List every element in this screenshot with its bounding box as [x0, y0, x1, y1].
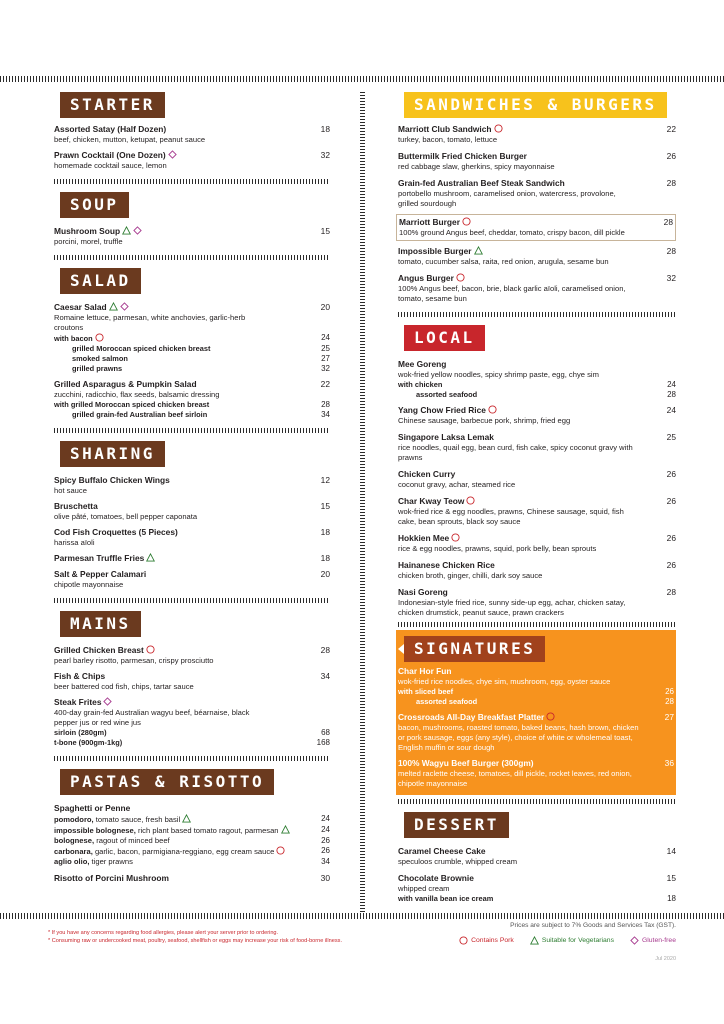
item-price: 26 — [666, 560, 676, 570]
pork-icon — [546, 712, 555, 721]
pasta-desc: garlic, bacon, parmigiana-reggiano, egg cream sauce — [92, 847, 275, 856]
menu-item — [398, 533, 676, 554]
option-row — [54, 410, 330, 420]
menu-item — [54, 379, 330, 420]
section-title: MAINS — [60, 611, 141, 637]
option-label: grilled prawns — [72, 364, 123, 373]
item-price: 28 — [666, 587, 676, 597]
option-label: with bacon — [54, 334, 93, 343]
option-label: with grilled Moroccan spiced chicken breast — [54, 400, 210, 409]
option-row — [54, 364, 330, 374]
item-price: 20 — [320, 569, 330, 579]
item-desc: porcini, morel, truffle — [54, 237, 123, 246]
gluten-free-icon — [168, 150, 177, 159]
pork-icon — [456, 273, 465, 282]
menu-item — [398, 432, 676, 463]
item-name: Buttermilk Fried Chicken Burger — [398, 151, 527, 161]
item-price: 26 — [666, 496, 676, 506]
section-divider — [54, 428, 330, 433]
option-row — [54, 344, 330, 354]
menu-item — [398, 873, 676, 904]
column-divider — [360, 92, 365, 912]
item-desc: wok-fried rice & egg noodles, prawns, Chinese sausage, squid, fish cake, bean sprouts, black soy sauce — [398, 507, 624, 526]
menu-item — [54, 226, 330, 247]
item-price: 18 — [320, 124, 330, 134]
item-price: 18 — [320, 527, 330, 537]
vegetarian-icon — [182, 814, 191, 823]
item-name: Hainanese Chicken Rice — [398, 560, 495, 570]
item-price: 28 — [663, 217, 673, 227]
item-price: 27 — [664, 712, 674, 722]
item-price: 25 — [666, 432, 676, 442]
option-label: t-bone (900gm-1kg) — [54, 738, 123, 747]
pasta-row — [54, 814, 330, 825]
option-label: with vanilla bean ice cream — [398, 894, 494, 903]
option-price: 34 — [321, 410, 330, 419]
right-column — [398, 92, 676, 904]
option-row — [398, 687, 674, 697]
option-row — [398, 380, 676, 390]
option-row — [54, 400, 330, 410]
item-name: Cod Fish Croquettes (5 Pieces) — [54, 527, 178, 537]
section-sharing — [54, 441, 330, 590]
menu-item — [398, 712, 674, 753]
item-desc: hot sauce — [54, 486, 87, 495]
pork-icon — [95, 333, 104, 342]
option-price: 28 — [321, 400, 330, 409]
pasta-desc: tomato sauce, fresh basil — [93, 815, 181, 824]
item-price: 24 — [666, 405, 676, 415]
item-desc: Indonesian-style fried rice, sunny side-up egg, achar, chicken satay, chicken drumstick, peanut sauce, prawn crackers — [398, 598, 626, 617]
menu-item — [398, 405, 676, 426]
item-name: Crossroads All-Day Breakfast Platter — [398, 712, 545, 722]
item-desc: melted raclette cheese, tomatoes, dill pickle, rocket leaves, red onion, chipotle mayonnaise — [398, 769, 632, 788]
pasta-row — [54, 836, 330, 846]
item-name: Caramel Cheese Cake — [398, 846, 486, 856]
left-column — [54, 92, 330, 884]
vegetarian-icon — [122, 226, 131, 235]
option-label: with chicken — [398, 380, 443, 389]
option-price: 26 — [665, 687, 674, 696]
option-price: 168 — [316, 738, 330, 747]
item-price: 22 — [320, 379, 330, 389]
pasta-name: pomodoro, — [54, 815, 94, 824]
vegetarian-icon — [474, 246, 483, 255]
item-price: 18 — [320, 553, 330, 563]
section-divider — [398, 799, 676, 804]
pasta-row — [54, 857, 330, 867]
menu-item — [398, 496, 676, 527]
menu-item — [54, 697, 330, 748]
item-desc: wok-fried rice noodles, chye sim, mushroom, egg, oyster sauce — [398, 677, 611, 686]
option-row — [398, 894, 676, 904]
item-desc: rice & egg noodles, prawns, squid, pork belly, bean sprouts — [398, 544, 597, 553]
menu-item — [54, 501, 330, 522]
section-title: SANDWICHES & BURGERS — [404, 92, 667, 118]
top-stripe — [0, 76, 724, 82]
pasta-name: impossible bolognese, — [54, 826, 136, 835]
item-name: Spaghetti or Penne — [54, 803, 131, 813]
item-name: Grain-fed Australian Beef Steak Sandwich — [398, 178, 565, 188]
menu-item — [398, 846, 676, 867]
section-divider — [54, 756, 330, 761]
item-name: Yang Chow Fried Rice — [398, 405, 486, 415]
item-name: Impossible Burger — [398, 246, 472, 256]
section-divider — [54, 598, 330, 603]
item-name: Char Hor Fun — [398, 666, 452, 676]
menu-item — [54, 527, 330, 548]
item-desc: bacon, mushrooms, roasted tomato, baked beans, hash brown, chicken or pork sausage, eggs (any style), choice of white or wholemeal toast, English muffin or sour dough — [398, 723, 639, 752]
section-divider — [398, 622, 676, 627]
section-dessert — [398, 812, 676, 904]
option-price: 27 — [321, 354, 330, 363]
vegetarian-icon — [281, 825, 290, 834]
legend-pork — [457, 936, 514, 945]
item-price: 14 — [666, 846, 676, 856]
vegetarian-icon — [146, 553, 155, 562]
item-name: Angus Burger — [398, 273, 454, 283]
item-name: Fish & Chips — [54, 671, 106, 681]
pasta-name: aglio olio, — [54, 857, 90, 866]
item-desc: pearl barley risotto, parmesan, crispy prosciutto — [54, 656, 214, 665]
pasta-row — [54, 846, 330, 857]
option-row — [54, 728, 330, 738]
gluten-free-icon — [103, 697, 112, 706]
item-desc: homemade cocktail sauce, lemon — [54, 161, 167, 170]
option-price: 24 — [321, 333, 330, 342]
section-signatures — [396, 630, 676, 795]
section-title: DESSERT — [404, 812, 509, 838]
item-desc: rice noodles, quail egg, bean curd, fish cake, spicy coconut gravy with prawns — [398, 443, 633, 462]
item-name: Grilled Asparagus & Pumpkin Salad — [54, 379, 197, 389]
section-starter — [54, 92, 330, 171]
item-price: 26 — [666, 151, 676, 161]
menu-item — [398, 124, 676, 145]
section-title: PASTAS & RISOTTO — [60, 769, 274, 795]
bottom-stripe — [0, 913, 724, 919]
gluten-free-icon — [120, 302, 129, 311]
item-name: 100% Wagyu Beef Burger (300gm) — [398, 758, 534, 768]
menu-item — [398, 151, 676, 172]
item-desc: chicken broth, ginger, chilli, dark soy sauce — [398, 571, 543, 580]
pork-icon — [488, 405, 497, 414]
option-price: 28 — [667, 390, 676, 399]
vegetarian-icon — [530, 936, 539, 945]
option-price: 32 — [321, 364, 330, 373]
item-desc: Romaine lettuce, parmesan, white anchovies, garlic-herb croutons — [54, 313, 246, 332]
menu-item — [398, 246, 676, 267]
item-name: Parmesan Truffle Fries — [54, 553, 145, 563]
item-name: Grilled Chicken Breast — [54, 645, 144, 655]
legend-gluten-free — [628, 936, 676, 945]
item-desc: harissa aïoli — [54, 538, 95, 547]
menu-item-highlighted — [396, 214, 676, 241]
item-name: Hokkien Mee — [398, 533, 450, 543]
item-name: Chicken Curry — [398, 469, 456, 479]
section-title: LOCAL — [404, 325, 485, 351]
item-price: 32 — [666, 273, 676, 283]
menu-item — [54, 475, 330, 496]
option-row — [54, 738, 330, 748]
option-row — [398, 390, 676, 400]
pork-icon — [459, 936, 468, 945]
item-name: Assorted Satay (Half Dozen) — [54, 124, 167, 134]
gluten-free-icon — [133, 226, 142, 235]
item-name: Salt & Pepper Calamari — [54, 569, 147, 579]
section-title: SIGNATURES — [404, 636, 545, 662]
option-label: assorted seafood — [416, 697, 478, 706]
section-divider — [54, 179, 330, 184]
menu-item — [398, 560, 676, 581]
menu-item — [54, 553, 330, 564]
pork-icon — [466, 496, 475, 505]
section-sandwiches — [398, 92, 676, 304]
menu-item — [54, 873, 330, 884]
menu-item — [54, 569, 330, 590]
raw-food-note: * Consuming raw or undercooked meat, poultry, seafood, shellfish or eggs may increase your risk of food-borne illness. — [48, 938, 343, 944]
option-row — [398, 697, 674, 707]
gst-note: Prices are subject to 7% Goods and Services Tax (GST). — [510, 922, 676, 929]
item-price: 26 — [321, 846, 330, 855]
section-divider — [54, 255, 330, 260]
item-price: 26 — [666, 533, 676, 543]
item-price: 30 — [320, 873, 330, 883]
menu-item — [54, 645, 330, 666]
gluten-free-icon — [630, 936, 639, 945]
item-name: Caesar Salad — [54, 302, 107, 312]
pasta-desc: rich plant based tomato ragout, parmesan — [135, 826, 279, 835]
option-row — [54, 354, 330, 364]
item-price: 26 — [666, 469, 676, 479]
section-title: SALAD — [60, 268, 141, 294]
menu-item — [398, 469, 676, 490]
option-label: assorted seafood — [416, 390, 478, 399]
item-price: 24 — [321, 814, 330, 823]
item-price: 24 — [321, 825, 330, 834]
pork-icon — [146, 645, 155, 654]
item-name: Mee Goreng — [398, 359, 447, 369]
section-divider — [398, 312, 676, 317]
item-name: Chocolate Brownie — [398, 873, 474, 883]
section-local — [398, 325, 676, 618]
item-name: Spicy Buffalo Chicken Wings — [54, 475, 170, 485]
pork-icon — [462, 217, 471, 226]
item-price: 15 — [320, 501, 330, 511]
item-name: Bruschetta — [54, 501, 98, 511]
item-name: Nasi Goreng — [398, 587, 448, 597]
item-name: Marriott Club Sandwich — [398, 124, 492, 134]
legend-label: Suitable for Vegetarians — [541, 937, 614, 944]
menu-item — [54, 124, 330, 145]
legend-vegetarian — [528, 936, 614, 945]
item-desc: chipotle mayonnaise — [54, 580, 124, 589]
item-desc: tomato, cucumber salsa, raita, red onion, arugula, sesame bun — [398, 257, 609, 266]
pasta-name: carbonara, — [54, 847, 93, 856]
vegetarian-icon — [109, 302, 118, 311]
item-desc: whipped cream — [398, 884, 450, 893]
option-label: with sliced beef — [398, 687, 454, 696]
menu-item — [398, 666, 674, 707]
item-price: 15 — [666, 873, 676, 883]
item-name: Steak Frites — [54, 697, 102, 707]
menu-item — [398, 178, 676, 209]
section-pastas — [54, 769, 330, 884]
item-desc: 100% Angus beef, bacon, brie, black garlic aïoli, caramelised onion, tomato, sesame bun — [398, 284, 626, 303]
option-price: 24 — [667, 380, 676, 389]
pasta-desc: tiger prawns — [89, 857, 133, 866]
option-label: smoked salmon — [72, 354, 128, 363]
item-desc: olive pâté, tomatoes, bell pepper caponata — [54, 512, 198, 521]
section-title: SHARING — [60, 441, 165, 467]
date-stamp: Jul 2020 — [655, 956, 676, 962]
option-price: 28 — [665, 697, 674, 706]
section-salad — [54, 268, 330, 420]
option-price: 25 — [321, 344, 330, 353]
item-name: Marriott Burger — [399, 217, 460, 227]
item-desc: coconut gravy, achar, steamed rice — [398, 480, 516, 489]
pasta-name: bolognese, — [54, 836, 95, 845]
option-label: grilled grain-fed Australian beef sirloin — [72, 410, 208, 419]
item-desc: red cabbage slaw, gherkins, spicy mayonnaise — [398, 162, 555, 171]
item-name: Risotto of Porcini Mushroom — [54, 873, 169, 883]
option-price: 68 — [321, 728, 330, 737]
menu-item — [398, 359, 676, 400]
section-title: SOUP — [60, 192, 129, 218]
section-mains — [54, 611, 330, 748]
menu-item — [398, 758, 674, 789]
item-price: 36 — [664, 758, 674, 768]
item-price: 34 — [320, 671, 330, 681]
item-price: 32 — [320, 150, 330, 160]
section-title: STARTER — [60, 92, 165, 118]
menu-item — [54, 150, 330, 171]
item-desc: zucchini, radicchio, flax seeds, balsamic dressing — [54, 390, 220, 399]
option-label: sirloin (280gm) — [54, 728, 107, 737]
item-desc: 100% ground Angus beef, cheddar, tomato, crispy bacon, dill pickle — [399, 228, 625, 237]
item-price: 12 — [320, 475, 330, 485]
item-desc: beer battered cod fish, chips, tartar sauce — [54, 682, 194, 691]
option-label: grilled Moroccan spiced chicken breast — [72, 344, 211, 353]
pork-icon — [276, 846, 285, 855]
item-name: Prawn Cocktail (One Dozen) — [54, 150, 166, 160]
item-price: 28 — [666, 246, 676, 256]
allergy-note: * If you have any concerns regarding food allergies, please alert your server prior to ordering. — [48, 930, 279, 936]
legend-label: Gluten-free — [641, 937, 676, 944]
menu-item — [398, 273, 676, 304]
item-desc: 400-day grain-fed Australian wagyu beef, béarnaise, black pepper jus or red wine jus — [54, 708, 250, 727]
item-name: Singapore Laksa Lemak — [398, 432, 494, 442]
section-soup — [54, 192, 330, 247]
item-price: 28 — [666, 178, 676, 188]
item-price: 26 — [321, 836, 330, 845]
item-price: 28 — [320, 645, 330, 655]
item-name: Char Kway Teow — [398, 496, 465, 506]
pasta-row — [54, 825, 330, 836]
item-desc: wok-fried yellow noodles, spicy shrimp paste, egg, chye sim — [398, 370, 599, 379]
item-desc: turkey, bacon, tomato, lettuce — [398, 135, 498, 144]
pork-icon — [494, 124, 503, 133]
menu-item — [398, 587, 676, 618]
menu-item — [54, 671, 330, 692]
item-desc: Chinese sausage, barbecue pork, shrimp, fried egg — [398, 416, 571, 425]
item-desc: speculoos crumble, whipped cream — [398, 857, 518, 866]
item-name: Mushroom Soup — [54, 226, 121, 236]
item-desc: beef, chicken, mutton, ketupat, peanut sauce — [54, 135, 206, 144]
item-price: 15 — [320, 226, 330, 236]
pasta-desc: ragout of minced beef — [94, 836, 170, 845]
option-price: 18 — [667, 894, 676, 903]
pork-icon — [451, 533, 460, 542]
item-price: 34 — [321, 857, 330, 866]
menu-item — [54, 302, 330, 374]
item-desc: portobello mushroom, caramelised onion, watercress, provolone, grilled sourdough — [398, 189, 616, 208]
legend-label: Contains Pork — [471, 937, 514, 944]
option-row — [54, 333, 330, 344]
item-price: 20 — [320, 302, 330, 312]
item-price: 22 — [666, 124, 676, 134]
legend — [457, 936, 676, 945]
